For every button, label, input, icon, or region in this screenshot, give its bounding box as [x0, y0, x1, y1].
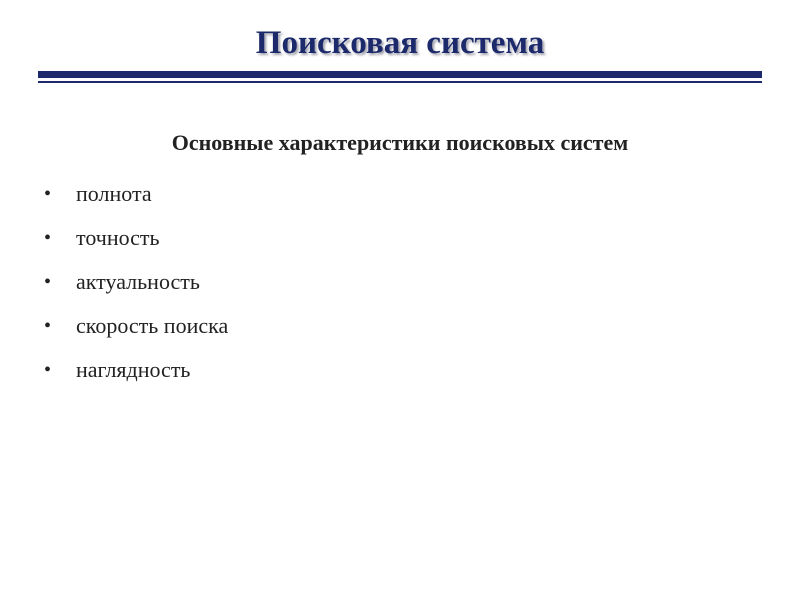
list-item-text: скорость поиска — [76, 313, 229, 338]
list-item — [44, 304, 228, 348]
list-item-text: актуальность — [76, 269, 200, 294]
list-item — [44, 260, 228, 304]
list-item-text: наглядность — [76, 357, 191, 382]
list-item-text: полнота — [76, 181, 152, 206]
bullet-icon: • — [44, 182, 52, 205]
title-rule-thin — [38, 81, 762, 83]
bullet-list — [44, 172, 228, 392]
slide-title: Поисковая система — [255, 25, 545, 61]
bullet-icon: • — [44, 358, 52, 381]
bullet-icon: • — [44, 314, 52, 337]
slide-subtitle: Основные характеристики поисковых систем — [171, 130, 629, 155]
bullet-icon: • — [44, 226, 52, 249]
title-rule-thick — [38, 71, 762, 78]
list-item-text: точность — [76, 225, 160, 250]
bullet-icon: • — [44, 270, 52, 293]
list-item — [44, 348, 228, 392]
list-item — [44, 216, 228, 260]
list-item — [44, 172, 228, 216]
